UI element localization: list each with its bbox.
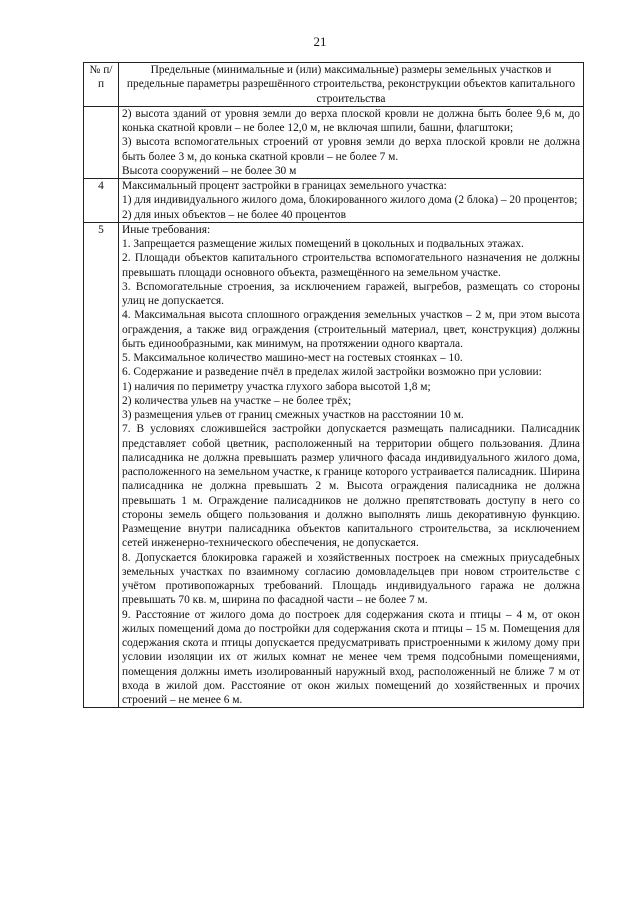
paragraph: 5. Максимальное количество машино-мест на гостевых стоянках – 10.	[122, 352, 463, 364]
paragraph: 1) наличия по периметру участка глухого забора высотой 1,8 м;	[122, 380, 431, 393]
table-row	[84, 106, 584, 178]
paragraph: 8. Допускается блокировка гаражей и хозяйственных построек на смежных приусадебных земельных участках по взаимному согласию домовладельцев при новом строительстве с учётом противопожарных требований. Площадь индивидуального гаража не должна превышать 70 кв. м, ширина по фасадной части – не более 7 м.	[122, 551, 580, 607]
paragraph: 4. Максимальная высота сплошного ограждения земельных участков – 2 м, при этом высота ограждения, а также вид ограждения (строительный материал, цвет, конструкция) должны быть единообразными, как минимум, на протяжении одного квартала.	[122, 309, 580, 350]
paragraph: 9. Расстояние от жилого дома до построек для содержания скота и птицы – 4 м, от окон жилых помещений дома до постройки для содержания скота и птицы – 15 м. Помещения для содержания скота и птицы допускается предусматривать пристроенными к жилому дому при условии изоляции их от жилых комнат не менее чем тремя подсобными помещениями, помещения должны иметь изолированный наружный вход, расположенный не ближе 7 м от входа в жилой дом. Расстояние от окон жилых помещений до хозяйственных и прочих строений – не менее 6 м.	[122, 608, 580, 706]
paragraph: 3. Вспомогательные строения, за исключением гаражей, выгребов, размещать со стороны улиц не допускается.	[122, 280, 580, 307]
paragraph: 2) для иных объектов – не более 40 процентов	[122, 208, 346, 221]
row-content	[119, 106, 584, 178]
table-header-row	[84, 63, 584, 107]
regulations-table	[83, 62, 584, 708]
column-header-number: № п/п	[84, 63, 119, 107]
row-number: 4	[84, 179, 119, 223]
paragraph: Высота сооружений – не более 30 м	[122, 164, 297, 177]
table-row	[84, 179, 584, 223]
paragraph: 1) для индивидуального жилого дома, блокированного жилого дома (2 блока) – 20 процентов;	[122, 194, 578, 207]
paragraph: 2) высота зданий от уровня земли до верха плоской кровли не должна быть более 9,6 м, до конька скатной кровли – не более 12,0 м, не включая шпили, башни, флагштоки;	[122, 107, 580, 134]
paragraph: 2) количества ульев на участке – не более трёх;	[122, 394, 352, 407]
table-row	[84, 222, 584, 708]
paragraph: 3) размещения ульев от границ смежных участков на расстоянии 10 м.	[122, 409, 464, 421]
paragraph: Максимальный процент застройки в границах земельного участка:	[122, 180, 447, 192]
column-header-parameters: Предельные (минимальные и (или) максимальные) размеры земельных участков и предельные параметры разрешённого строительства, реконструкции объектов капитального строительства	[119, 63, 584, 107]
paragraph: 2. Площади объектов капитального строительства вспомогательного назначения не должны превышать площади основного объекта, размещённого на земельном участке.	[122, 252, 580, 279]
paragraph: 6. Содержание и разведение пчёл в пределах жилой застройки возможно при условии:	[122, 366, 542, 379]
row-number	[84, 106, 119, 178]
row-number: 5	[84, 222, 119, 708]
paragraph: 1. Запрещается размещение жилых помещений в цокольных и подвальных этажах.	[122, 238, 524, 250]
paragraph: 3) высота вспомогательных строений от уровня земли до верха плоской кровли не должна быть более 3 м, до конька скатной кровли – не более 7 м.	[122, 136, 580, 163]
row-content	[119, 179, 584, 223]
paragraph: 7. В условиях сложившейся застройки допускается размещать палисадники. Палисадник представляет собой цветник, расположенный на территории общего пользования. Длина палисадника не должна превышать размер уличного фасада индивидуального жилого дома, расположенного на земельном участке, к границе которого устраивается палисадник. Ширина палисадника не должна превышать 2 м. Высота ограждения палисадника не должна превышать 1 м. Ограждение палисадников не должно препятствовать доступу в него со стороны земель общего пользования и должно выполнять лишь декоративную функцию. Размещение внутри палисадника объектов капитального строительства, за исключением сетей инженерно-технического обеспечения, не допускается.	[122, 423, 580, 550]
page-number: 21	[313, 34, 327, 49]
row-content	[119, 222, 584, 708]
paragraph: Иные требования:	[122, 223, 211, 236]
